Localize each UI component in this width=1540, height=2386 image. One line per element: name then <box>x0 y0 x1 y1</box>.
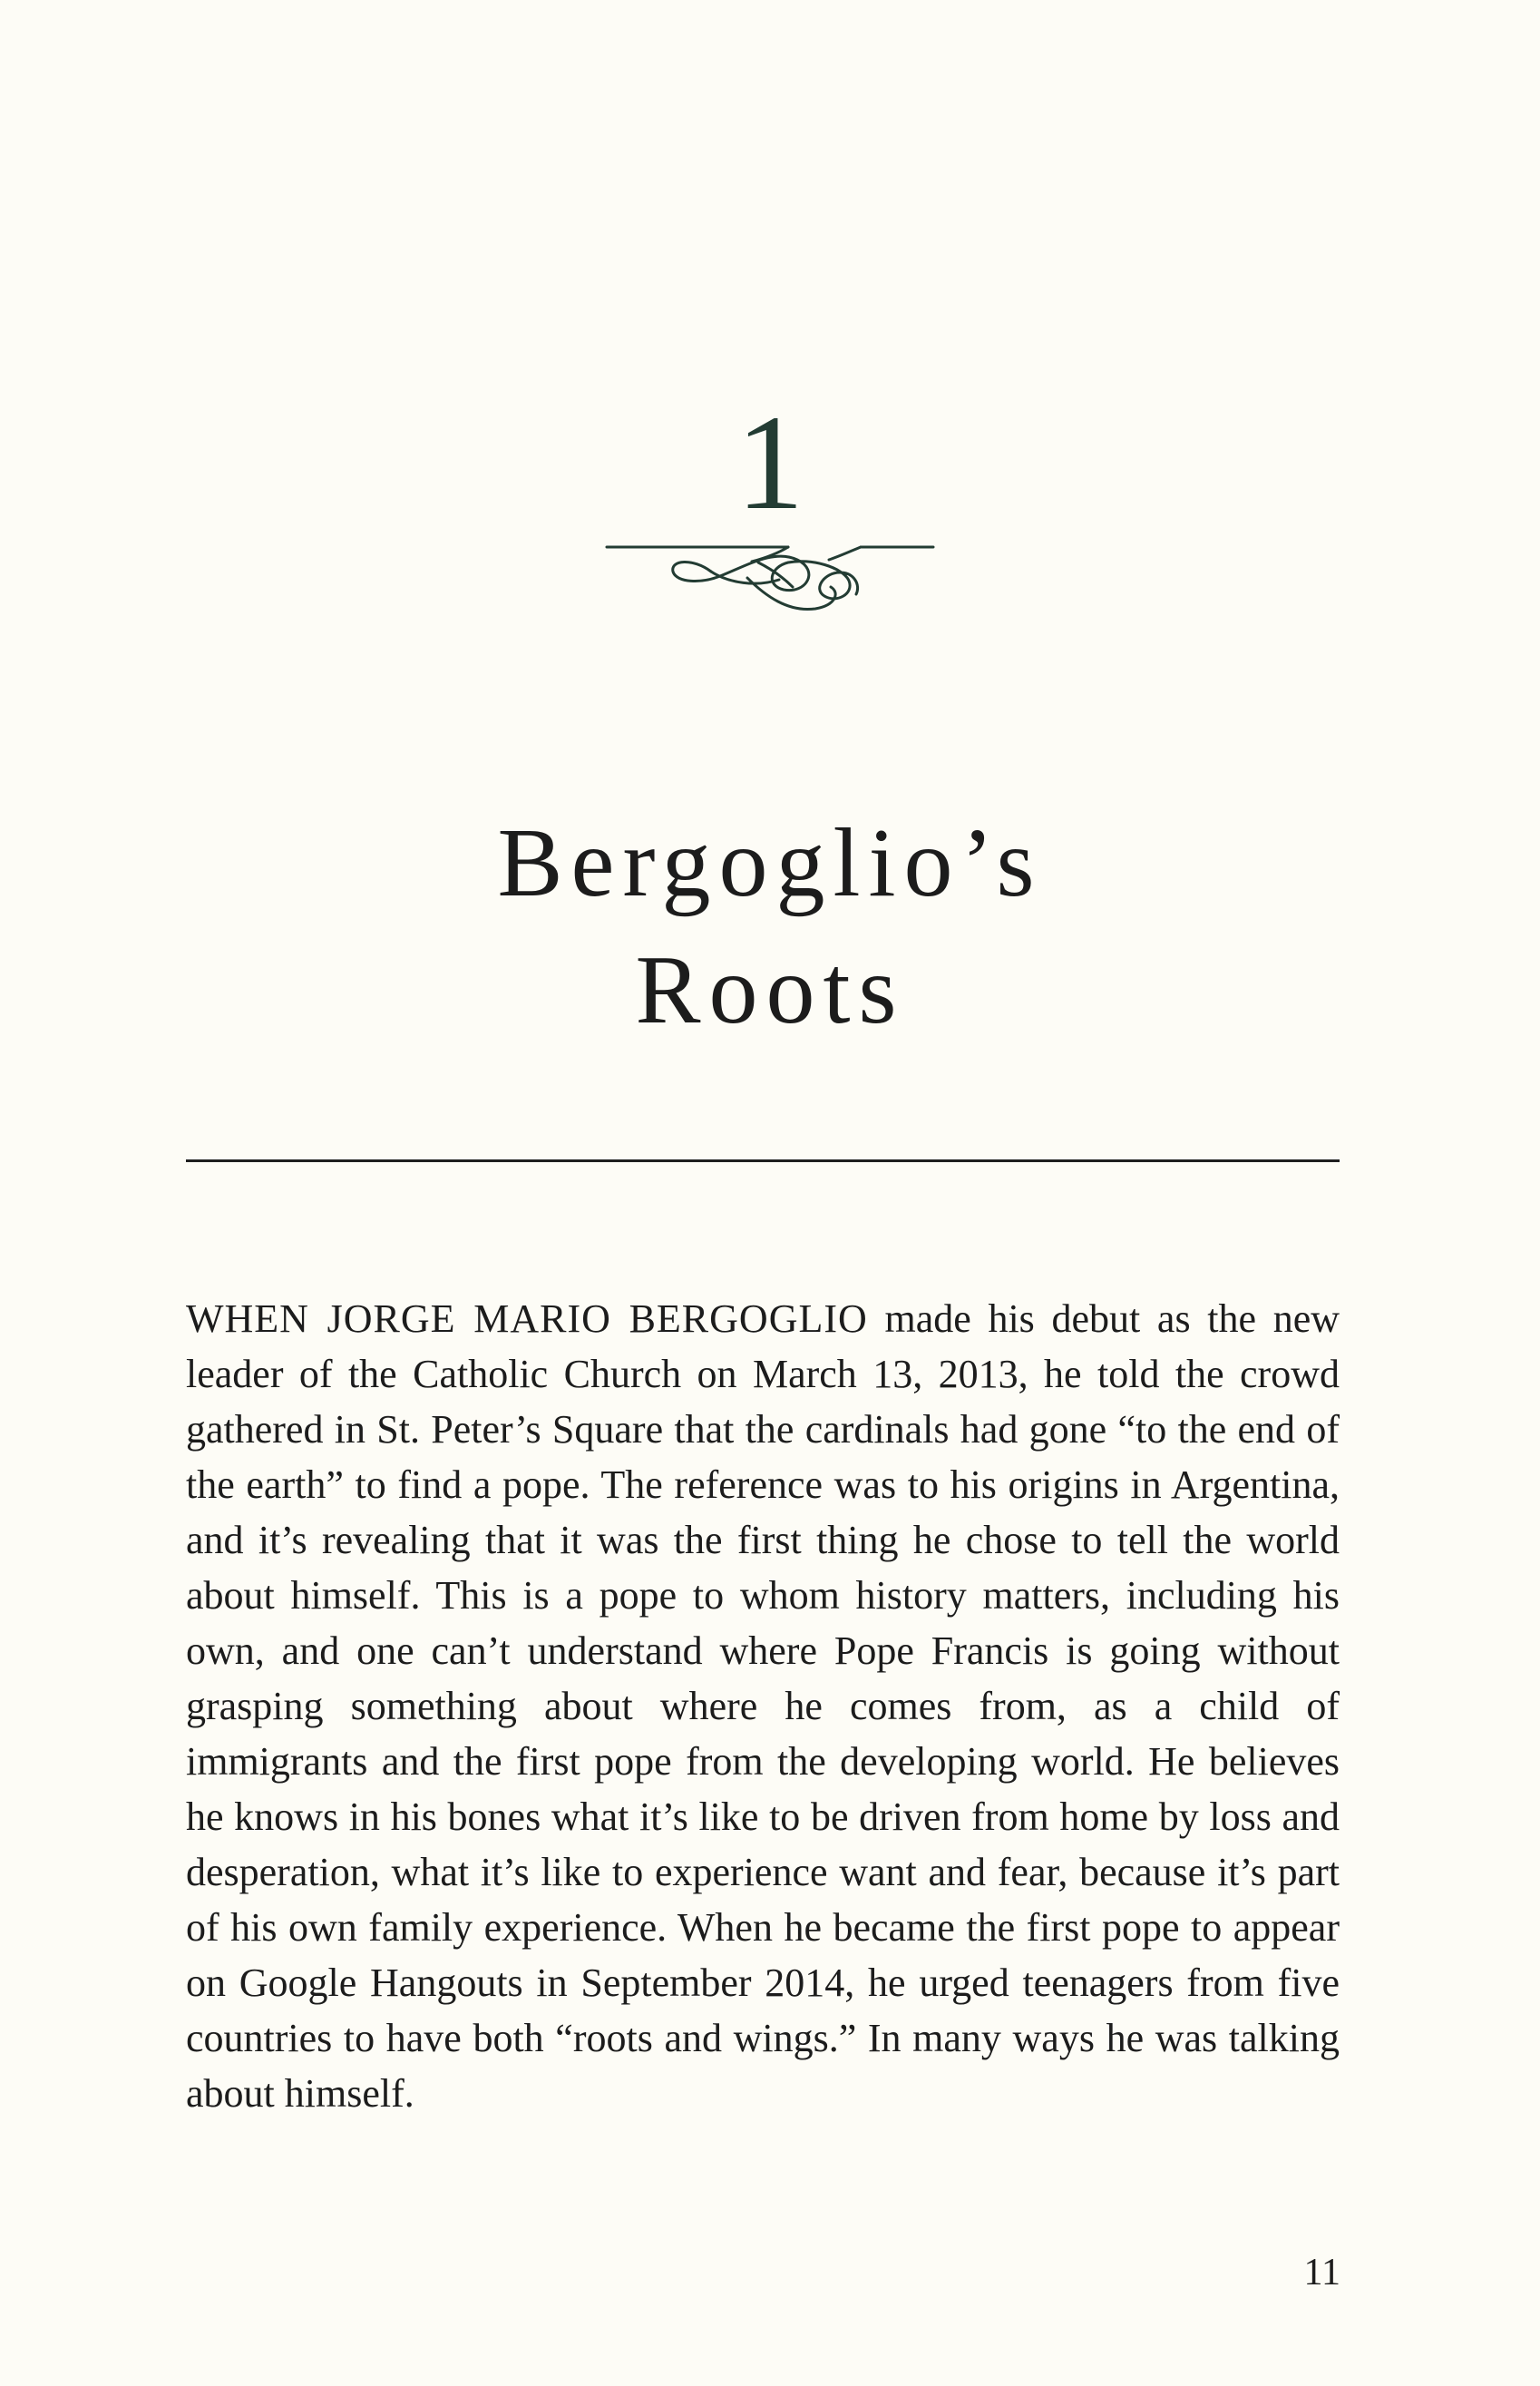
paragraph-text: made his debut as the new leader of the Catholic Church on March 13, 2013, he told the crowd gathered in St. Peter’s Square that the cardinals had gone “to the end of the earth” to find a pope. The reference was to his origins in Argentina, and it’s revealing that it was the first thing he chose to tell the world about himself. This is a pope to whom history matters, including his own, and one can’t understand where Pope Francis is going without grasping something about where he comes from, as a child of immigrants and the first pope from the developing world. He believes he knows in his bones what it’s like to be driven from home by loss and desperation, what it’s like to experience want and fear, because it’s part of his own family experience. When he became the first pope to appear on Google Hangouts in September 2014, he urged teenagers from five countries to have both “roots and wings.” In many ways he was talking about himself. <box>186 1296 1340 2116</box>
chapter-title-line-1: Bergoglio’s <box>497 809 1043 918</box>
chapter-title-line-2: Roots <box>635 936 905 1045</box>
flourish-ornament-icon <box>602 522 938 621</box>
lead-in-caps: WHEN JORGE MARIO BERGOGLIO <box>186 1296 868 1341</box>
page-number: 11 <box>1303 2252 1340 2293</box>
chapter-title <box>0 800 1540 1054</box>
body-paragraph <box>186 1291 1340 2121</box>
chapter-number: 1 <box>736 387 804 538</box>
section-divider <box>186 1159 1340 1162</box>
